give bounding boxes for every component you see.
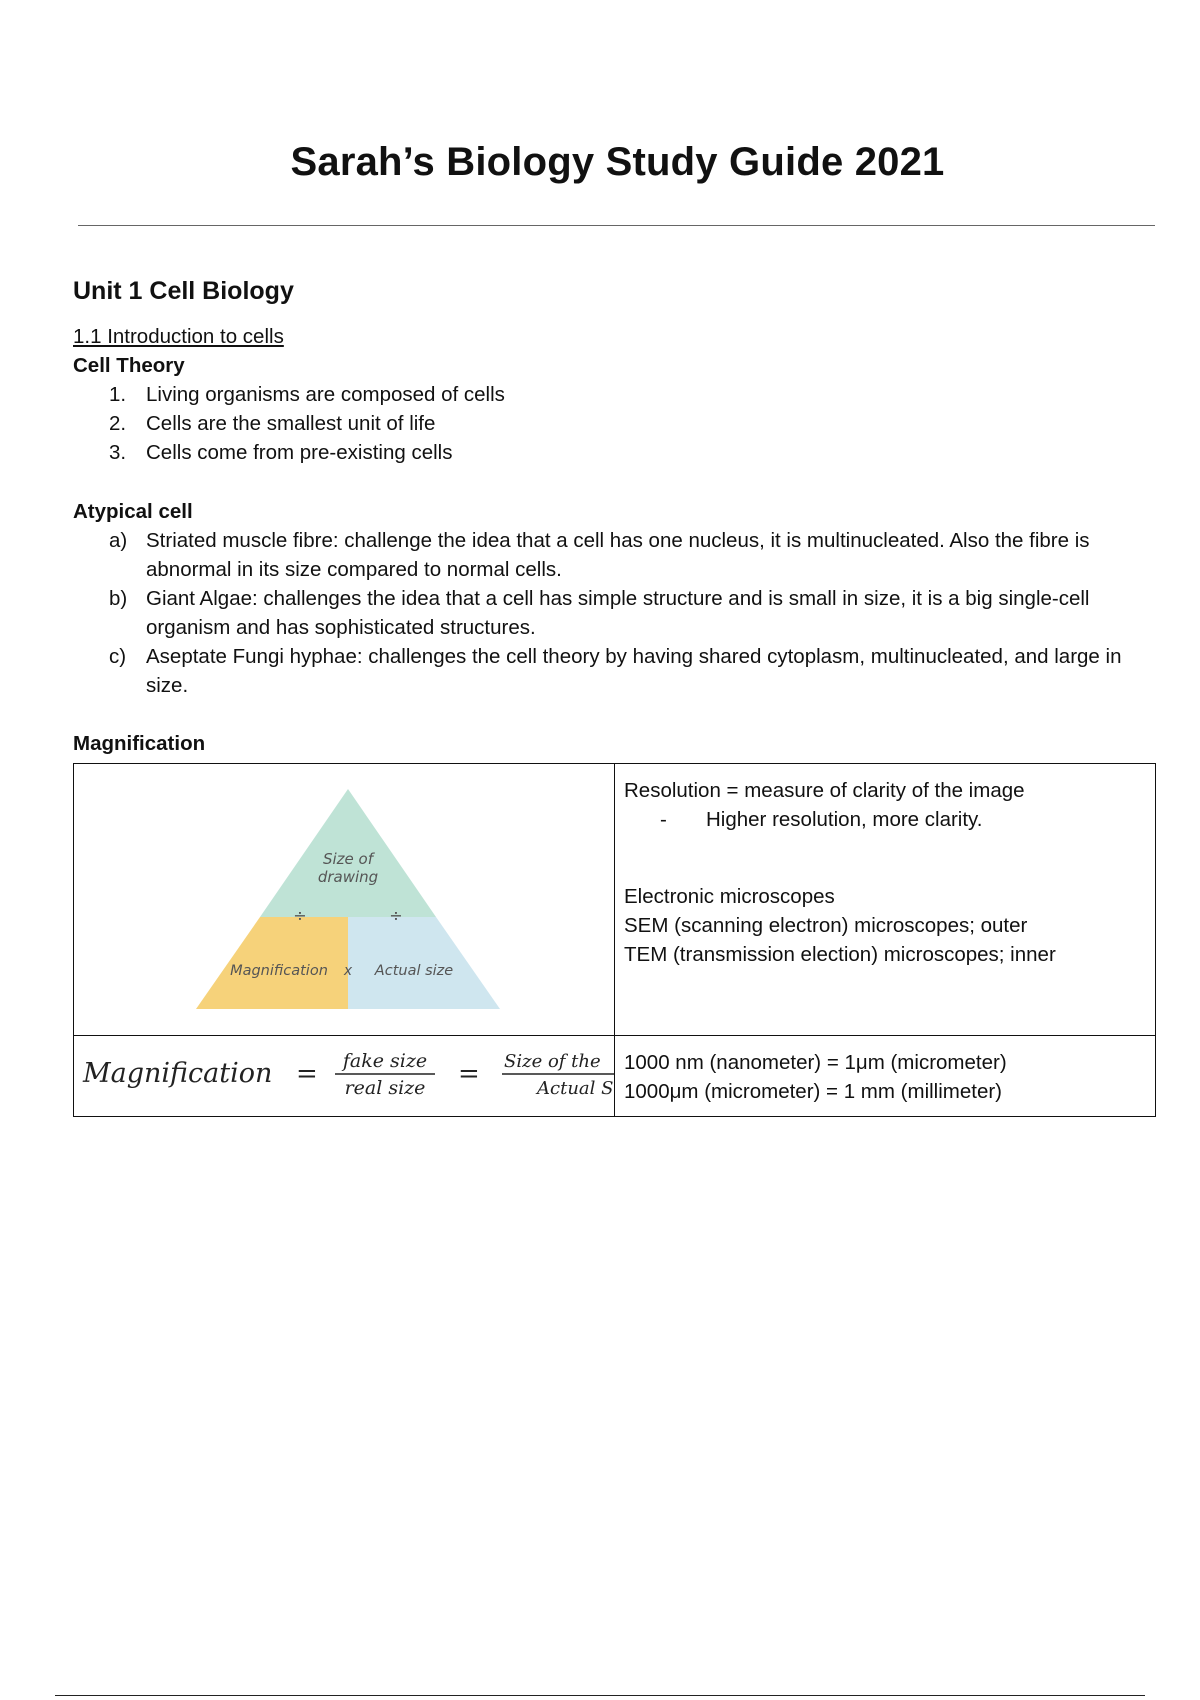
document-title: Sarah’s Biology Study Guide 2021 xyxy=(290,140,945,184)
list-marker: b) xyxy=(109,587,128,610)
sem-line: SEM (scanning electron) microscopes; outer xyxy=(624,914,1028,937)
unit-conversion-2: 1000μm (micrometer) = 1 mm (millimeter) xyxy=(624,1080,1003,1103)
formula-denominator-1: real size xyxy=(344,1077,426,1099)
list-item xyxy=(73,380,1153,409)
divide-sign-right: ÷ xyxy=(389,906,403,925)
list-item xyxy=(73,584,1153,642)
magnification-triangle xyxy=(188,784,508,1014)
table-column-divider xyxy=(614,764,615,1116)
divide-sign-left: ÷ xyxy=(293,906,307,925)
atypical-cell-list xyxy=(73,526,1153,700)
microscopes-heading: Electronic microscopes xyxy=(624,885,835,908)
list-marker: c) xyxy=(109,645,127,668)
unit-conversion-1: 1000 nm (nanometer) = 1μm (micrometer) xyxy=(624,1051,1007,1074)
microscopes-block xyxy=(624,882,1144,969)
triangle-diagram xyxy=(188,784,508,1014)
magnification-formula xyxy=(74,1035,614,1117)
triangle-top-label-2: drawing xyxy=(317,868,379,886)
list-item xyxy=(73,526,1153,584)
list-item-text: Striated muscle fibre: challenge the idea that a cell has one nucleus, it is multinucleated. Also the fibre is abnormal in its size compared to normal cells. xyxy=(146,529,1090,581)
list-item xyxy=(73,438,1153,467)
triangle-bottom-right-label: Actual size xyxy=(374,963,454,979)
list-marker: 3. xyxy=(109,441,127,464)
title-divider xyxy=(78,225,1155,226)
magnification-heading: Magnification xyxy=(73,732,206,755)
spacer xyxy=(73,700,1153,729)
list-item-text: Aseptate Fungi hyphae: challenges the cell theory by having shared cytoplasm, multinucleated, and large in size. xyxy=(146,645,1122,697)
formula-equals-2: = xyxy=(458,1059,480,1089)
formula-equals-1: = xyxy=(296,1059,318,1089)
formula-cell xyxy=(74,1035,614,1117)
list-item-text: Cells are the smallest unit of life xyxy=(146,412,436,435)
resolution-sub-item xyxy=(624,805,1144,834)
triangle-bottom-left-label: Magnification xyxy=(230,963,328,979)
list-item xyxy=(73,642,1153,700)
magnification-table xyxy=(73,763,1156,1117)
formula-lhs: Magnification xyxy=(83,1058,273,1089)
list-marker: 2. xyxy=(109,412,127,435)
tem-line: TEM (transmission election) microscopes; inner xyxy=(624,943,1056,966)
unit-heading: Unit 1 Cell Biology xyxy=(73,277,294,305)
resolution-sub-text: Higher resolution, more clarity. xyxy=(706,808,983,831)
spacer xyxy=(73,467,1153,497)
resolution-line: Resolution = measure of clarity of the image xyxy=(624,779,1025,802)
list-item-text: Giant Algae: challenges the idea that a cell has simple structure and is small in size, it is a big single-cell organism and has sophisticated structures. xyxy=(146,587,1090,639)
units-cell xyxy=(624,1048,1144,1106)
cell-theory-list xyxy=(73,380,1153,467)
dash-marker: - xyxy=(660,808,667,831)
atypical-cell-heading: Atypical cell xyxy=(73,500,193,523)
formula-denominator-2: Actual S xyxy=(537,1078,614,1099)
list-item-text: Cells come from pre-existing cells xyxy=(146,441,453,464)
list-marker: 1. xyxy=(109,383,127,406)
section-link[interactable]: 1.1 Introduction to cells xyxy=(73,325,284,348)
list-marker: a) xyxy=(109,529,128,552)
formula-numerator-1: fake size xyxy=(342,1050,428,1072)
triangle-top-label-1: Size of xyxy=(322,850,374,868)
resolution-cell xyxy=(624,776,1144,969)
list-item-text: Living organisms are composed of cells xyxy=(146,383,505,406)
document-body xyxy=(73,322,1153,758)
times-sign: x xyxy=(343,963,353,979)
cell-theory-heading: Cell Theory xyxy=(73,354,185,377)
list-item xyxy=(73,409,1153,438)
page-bottom-rule xyxy=(55,1695,1145,1696)
formula-numerator-2: Size of the xyxy=(504,1051,601,1072)
